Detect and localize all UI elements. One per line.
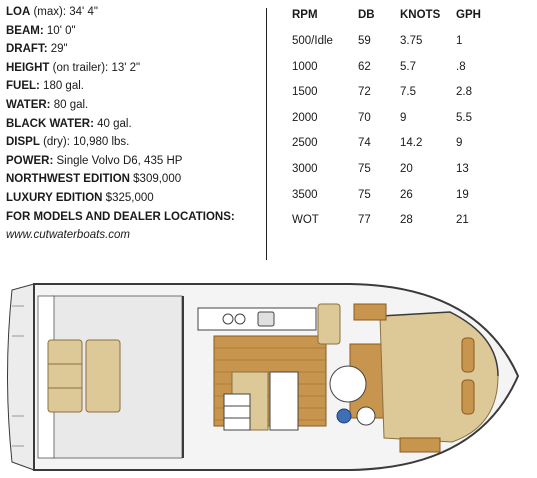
helm-seat [318,304,340,344]
cockpit-seat-cushion [86,340,120,412]
knots-cell: 5.7 [400,60,416,73]
dinette-table [270,372,298,430]
spec-beam: BEAM: 10' 0" [6,24,76,37]
table-header-row [292,9,496,35]
table-row [292,137,496,163]
header-gph: GPH [456,9,481,21]
side-deck-step [354,304,386,320]
rpm-cell: 2000 [292,111,318,124]
spec-water: WATER: 80 gal. [6,98,89,111]
table-row [292,86,496,112]
db-cell: 72 [358,86,371,99]
swim-platform [8,284,35,470]
knots-cell: 28 [400,214,413,227]
rpm-cell: 3000 [292,162,318,175]
gph-cell: 2.8 [456,86,472,99]
rpm-cell: WOT [292,214,319,227]
berth-pillow [462,338,474,372]
berth-pillow [462,380,474,414]
db-cell: 75 [358,162,371,175]
gph-cell: 9 [456,137,463,150]
knots-cell: 3.75 [400,35,423,47]
rpm-cell: 1000 [292,60,318,73]
galley-counter [198,308,316,330]
table-row [292,112,496,138]
spec-displacement: DISPL (dry): 10,980 lbs. [6,136,130,149]
column-divider [266,8,267,260]
knots-cell: 26 [400,188,413,201]
spec-northwest-edition: NORTHWEST EDITION $309,000 [6,173,182,186]
spec-luxury-edition: LUXURY EDITION $325,000 [6,191,154,204]
specifications-list [6,3,264,245]
table-row [292,61,496,87]
spec-fuel: FUEL: 180 gal. [6,80,84,93]
gph-cell: 13 [456,162,469,175]
knots-cell: 14.2 [400,137,423,150]
rpm-cell: 2500 [292,137,318,150]
galley-sink [258,312,274,326]
table-row [292,163,496,189]
spec-draft: DRAFT: 29" [6,43,68,56]
table-row [292,214,496,240]
rpm-cell: 3500 [292,188,318,201]
spec-power: POWER: Single Volvo D6, 435 HP [6,154,183,167]
rpm-cell: 1500 [292,86,318,99]
spec-loa: LOA (max): 34' 4" [6,6,98,18]
table-row [292,35,496,61]
gph-cell: 19 [456,188,469,201]
spec-height: HEIGHT (on trailer): 13' 2" [6,61,141,74]
header-rpm: RPM [292,9,318,21]
knots-cell: 7.5 [400,86,416,99]
website-link[interactable]: www.cutwaterboats.com [6,229,130,242]
gph-cell: 5.5 [456,111,472,124]
spec-black-water: BLACK WATER: 40 gal. [6,117,132,130]
db-cell: 77 [358,214,371,227]
header-knots: KNOTS [400,9,441,21]
shower-enclosure [330,366,366,402]
header-db: DB [358,9,375,21]
dealer-locations-heading: FOR MODELS AND DEALER LOCATIONS: [6,210,235,223]
side-deck-step [400,438,440,452]
gph-cell: 1 [456,35,463,47]
db-cell: 59 [358,35,371,47]
gph-cell: .8 [456,60,466,73]
companionway-stairs [224,394,250,430]
boat-deck-plan [0,276,537,478]
db-cell: 75 [358,188,371,201]
knots-cell: 20 [400,162,413,175]
cockpit-seat-cushion [48,340,82,412]
rpm-cell: 500/Idle [292,35,333,47]
db-cell: 74 [358,137,371,150]
db-cell: 70 [358,111,371,124]
table-row [292,189,496,215]
head-toilet [357,407,375,425]
performance-table [292,9,496,240]
sink-basin [337,409,351,423]
gph-cell: 21 [456,214,469,227]
knots-cell: 9 [400,111,407,124]
db-cell: 62 [358,60,371,73]
